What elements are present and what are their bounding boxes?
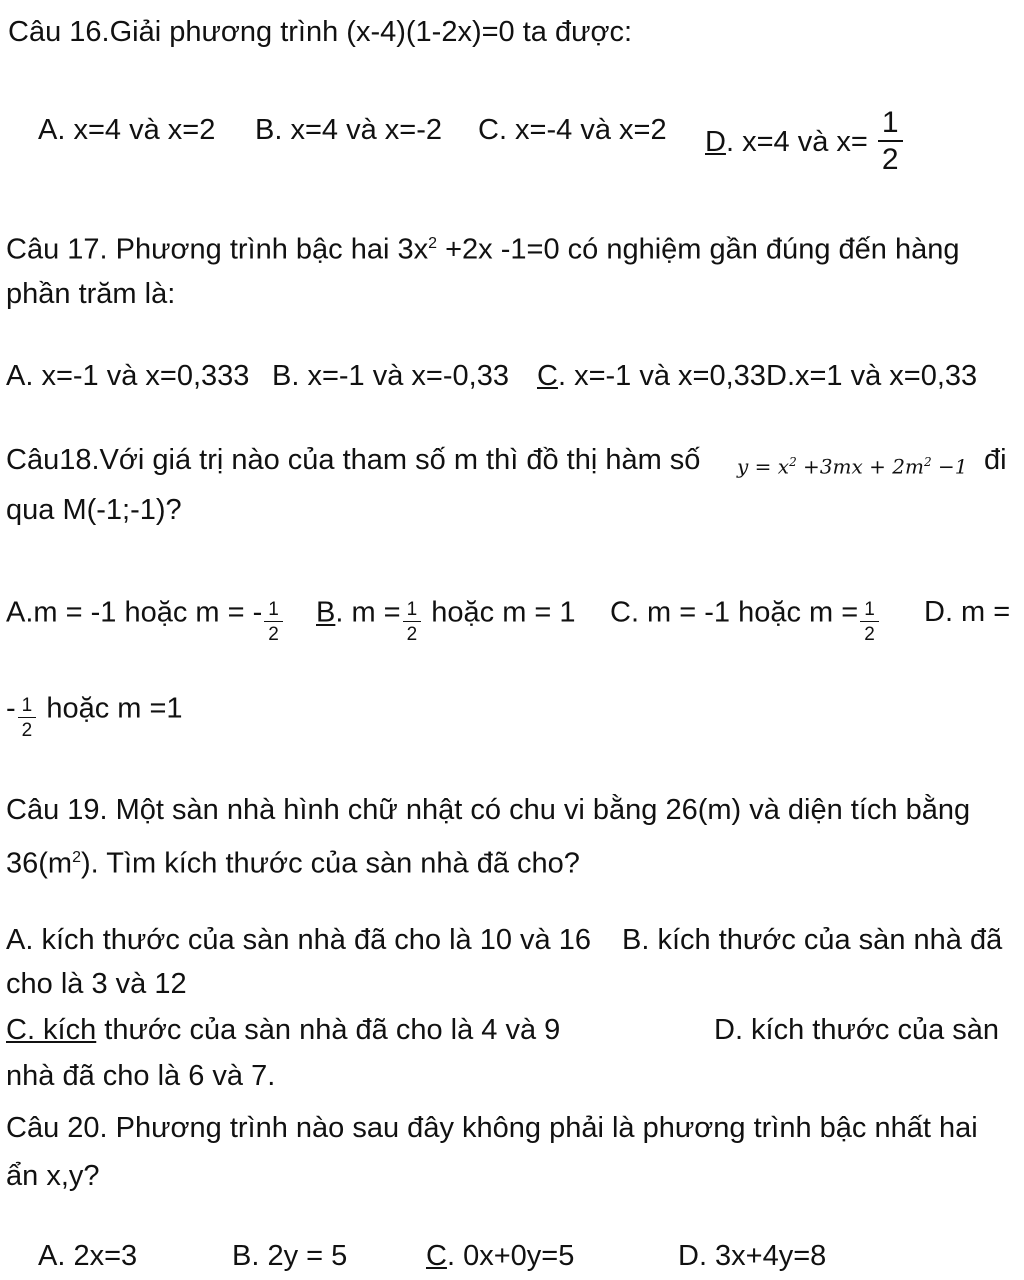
q18-answer-marker: B [316,596,336,629]
fraction: $\frac{1}{2}$ [878,108,903,175]
q20-option-c[interactable]: C. 0x+0y=5 [426,1240,575,1272]
q19-option-d[interactable]: D. kích thước của sàn [714,1014,1000,1046]
q17-answer-marker: C [537,360,558,392]
q18-option-c[interactable]: C. m = -1 hoặc m = $\frac{1}{2}$ [610,592,881,636]
function-formula: $y = x^2 +3mx + 2m^2 -1$ [737,454,968,479]
q16-option-c[interactable]: C. x=-4 và x=2 [478,114,667,146]
q16-option-d[interactable]: D. x=4 và x= $\frac{1}{2}$ [705,110,905,177]
q16-option-b[interactable]: B. x=4 và x=-2 [255,114,442,146]
q18-option-a[interactable]: A.m = -1 hoặc m = - $\frac{1}{2}$ [6,592,285,636]
q19-option-b[interactable]: B. kích thước của sàn nhà đã [622,924,1003,956]
q20-option-a[interactable]: A. 2x=3 [38,1240,138,1272]
q16-answer-marker: D [705,126,726,159]
q17-option-a[interactable]: A. x=-1 và x=0,333 [6,360,250,392]
q20-answer-marker: C [426,1240,447,1272]
q18-option-d[interactable]: D. m = [924,596,1011,628]
fraction: $\frac{1}{2}$ [403,600,422,644]
q17-option-b[interactable]: B. x=-1 và x=-0,33 [272,360,509,392]
q19-option-a[interactable]: A. kích thước của sàn nhà đã cho là 10 và 16 [6,924,591,956]
fraction: $\frac{1}{2}$ [18,696,37,740]
q19-option-b-continued[interactable]: cho là 3 và 12 [6,968,187,1000]
q16-option-a[interactable]: A. x=4 và x=2 [38,114,216,146]
q17-option-c[interactable]: C. x=-1 và x=0,33 [537,360,766,392]
fraction: $\frac{1}{2}$ [860,600,879,644]
q19-option-d-continued[interactable]: nhà đã cho là 6 và 7. [6,1060,276,1092]
q20-option-d[interactable]: D. 3x+4y=8 [678,1240,827,1272]
q19-answer-marker: C. kích [6,1014,97,1046]
q19-option-c[interactable]: C. kích thước của sàn nhà đã cho là 4 và 9 [6,1014,561,1046]
fraction: $\frac{1}{2}$ [264,600,283,644]
q18-option-b[interactable]: B. m = $\frac{1}{2}$ hoặc m = 1 [316,596,576,645]
q20-option-b[interactable]: B. 2y = 5 [232,1240,348,1272]
q17-option-d[interactable]: D.x=1 và x=0,33 [766,360,978,392]
